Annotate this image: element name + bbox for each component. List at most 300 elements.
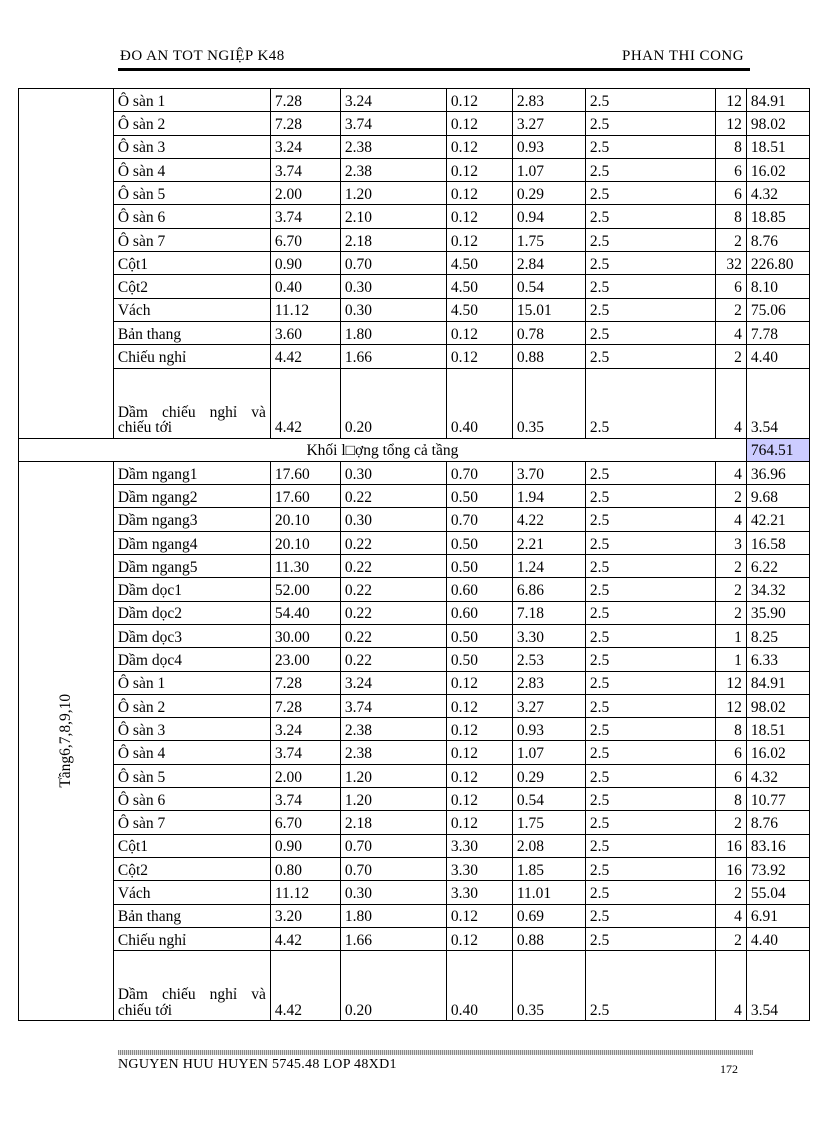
table-cell: 0.12 [446,321,512,344]
table-row [19,252,810,275]
table-cell: 2.38 [340,135,446,158]
table-cell: 3.30 [446,834,512,857]
table-cell: 2 [715,811,746,834]
table-cell: Vách [113,881,270,904]
table-cell: 6 [715,158,746,181]
table-cell: 3.30 [446,881,512,904]
table-cell: 2.5 [585,718,715,741]
table-cell: 6.70 [270,811,340,834]
header-rule [118,68,750,71]
table-cell: 55.04 [746,881,809,904]
table-cell: Ô sàn 2 [113,694,270,717]
table-cell: 3.24 [340,671,446,694]
table-cell: 0.22 [340,624,446,647]
table-row [19,555,810,578]
table-cell: 3 [715,531,746,554]
table-cell: Dầm ngang3 [113,508,270,531]
table-cell: Dầm ngang5 [113,555,270,578]
table-cell: 0.70 [340,252,446,275]
table-row [19,927,810,950]
table-cell: 7.28 [270,112,340,135]
table-cell: 0.29 [512,764,585,787]
table-cell: 0.22 [340,601,446,624]
table-cell: 2.38 [340,158,446,181]
table-cell: 8.76 [746,811,809,834]
table-cell: 2.5 [585,135,715,158]
table-cell: 0.88 [512,345,585,368]
table-cell: Ô sàn 3 [113,135,270,158]
table-cell: Chiếu nghỉ [113,345,270,368]
table-cell: 0.12 [446,112,512,135]
table-cell: Bản thang [113,904,270,927]
table-cell: 8 [715,205,746,228]
table-cell: 2.5 [585,811,715,834]
table-cell: 18.51 [746,718,809,741]
table-cell: 7.78 [746,321,809,344]
table-cell: 2.5 [585,531,715,554]
table-row [19,275,810,298]
table-row [19,135,810,158]
table-cell: 2.84 [512,252,585,275]
table-cell: 20.10 [270,508,340,531]
table-cell: 2.5 [585,508,715,531]
table-cell: 2.5 [585,555,715,578]
table-cell: 54.40 [270,601,340,624]
table-cell: 0.78 [512,321,585,344]
table-cell: 0.50 [446,485,512,508]
table-cell: 20.10 [270,531,340,554]
table-row [19,461,810,484]
table-cell: 9.68 [746,485,809,508]
table-cell: 2.18 [340,228,446,251]
table-cell: 12 [715,694,746,717]
table-cell: Vách [113,298,270,321]
table-row [19,298,810,321]
table-cell: 0.12 [446,694,512,717]
table-cell: Chiếu nghỉ [113,927,270,950]
table-cell: 17.60 [270,461,340,484]
table-cell: 4 [715,368,746,438]
table-cell: 4.50 [446,275,512,298]
table-cell: 1.75 [512,811,585,834]
table-cell: Ô sàn 5 [113,182,270,205]
table-row [19,89,810,112]
table-cell: Ô sàn 1 [113,671,270,694]
table-cell: 0.80 [270,857,340,880]
table-cell: 2.5 [585,461,715,484]
table-cell: 4.42 [270,927,340,950]
table-cell: 2.08 [512,834,585,857]
table-cell: 4.50 [446,298,512,321]
table-row [19,624,810,647]
table-cell: 2.38 [340,741,446,764]
table-cell: 2 [715,345,746,368]
table-cell: Cột1 [113,834,270,857]
table-cell: 6.70 [270,228,340,251]
table-cell: 2.5 [585,252,715,275]
table-cell: 0.35 [512,951,585,1021]
table-cell: 3.74 [270,741,340,764]
table-cell: 0.40 [446,368,512,438]
table-cell: 16.58 [746,531,809,554]
table-cell: 2.5 [585,158,715,181]
table-cell: 0.70 [446,508,512,531]
table-row [19,182,810,205]
table-cell: Ô sàn 2 [113,112,270,135]
table-cell: 3.60 [270,321,340,344]
table-cell: 6 [715,182,746,205]
table-cell: 0.88 [512,927,585,950]
table-cell: 0.70 [340,834,446,857]
table-row [19,158,810,181]
table-cell: 3.20 [270,904,340,927]
table-row [19,485,810,508]
table-cell: 0.12 [446,671,512,694]
table-cell: 1.85 [512,857,585,880]
table-cell: Cột1 [113,252,270,275]
table-cell: 8 [715,135,746,158]
table-cell: Dầm dọc4 [113,648,270,671]
table-cell: 0.40 [446,951,512,1021]
table-cell: 10.77 [746,788,809,811]
table-cell: 0.90 [270,834,340,857]
table-cell: Dầm chiếu nghỉ và chiếu tới [113,368,270,438]
table-cell: 226.80 [746,252,809,275]
table-cell: 3.30 [512,624,585,647]
table-cell: 0.12 [446,788,512,811]
table-cell: 1.20 [340,182,446,205]
table-cell: 0.22 [340,531,446,554]
table-cell: 0.93 [512,718,585,741]
table-cell: 0.30 [340,881,446,904]
table-cell: Dầm dọc2 [113,601,270,624]
table-cell: 15.01 [512,298,585,321]
table-cell: 2.18 [340,811,446,834]
table-cell: 2.5 [585,228,715,251]
table-cell: 3.27 [512,694,585,717]
table-cell: 34.32 [746,578,809,601]
table-cell: 30.00 [270,624,340,647]
table-row [19,718,810,741]
table-cell: 1.80 [340,904,446,927]
table-cell: Ô sàn 6 [113,205,270,228]
table-row [19,368,810,438]
table-row [19,741,810,764]
table-cell: 0.94 [512,205,585,228]
table-cell: 1.75 [512,228,585,251]
table-cell: 2.5 [585,321,715,344]
table-cell: 73.92 [746,857,809,880]
table-cell: 2.00 [270,182,340,205]
table-cell: 0.70 [446,461,512,484]
table-cell: 42.21 [746,508,809,531]
table-cell: 2.5 [585,205,715,228]
table-cell: 0.30 [340,298,446,321]
table-cell: 2.5 [585,788,715,811]
table-cell: 0.22 [340,648,446,671]
table-cell: 2.00 [270,764,340,787]
table-cell: 0.50 [446,531,512,554]
table-cell: Cột2 [113,275,270,298]
table-cell: Ô sàn 5 [113,764,270,787]
table-cell: 3.74 [270,158,340,181]
table-cell: 6 [715,741,746,764]
table-cell: 7.18 [512,601,585,624]
table-cell: 83.16 [746,834,809,857]
table-cell: 4 [715,461,746,484]
table-cell: 4.42 [270,345,340,368]
table-cell: 2 [715,485,746,508]
table-cell: 32 [715,252,746,275]
floor-group-label: Tầng6,7,8,9,10 [57,694,75,788]
table-cell: 2.53 [512,648,585,671]
table-cell: 0.12 [446,228,512,251]
table-row [19,205,810,228]
table-cell: 0.22 [340,485,446,508]
table-cell: Dầm dọc1 [113,578,270,601]
table-cell: 2.38 [340,718,446,741]
table-cell: Cột2 [113,857,270,880]
table-cell: 2.5 [585,671,715,694]
table-cell: 2 [715,228,746,251]
table-row [19,951,810,1021]
table-cell: 2.21 [512,531,585,554]
table-row [19,112,810,135]
table-cell: 1.07 [512,741,585,764]
table-row [19,834,810,857]
table-row [19,321,810,344]
table-cell: 0.12 [446,89,512,112]
table-cell: 2 [715,927,746,950]
table-cell: 4.42 [270,368,340,438]
table-cell: 2.5 [585,951,715,1021]
table-cell: 2 [715,578,746,601]
table-cell: 23.00 [270,648,340,671]
table-row [19,345,810,368]
table-cell: 3.74 [270,788,340,811]
table-cell: 12 [715,671,746,694]
table-cell: 2.5 [585,741,715,764]
table-cell: 8.25 [746,624,809,647]
table-row [19,904,810,927]
table-cell: 2.83 [512,671,585,694]
table-cell: 0.12 [446,718,512,741]
table-cell: 1 [715,648,746,671]
table-cell: 2 [715,601,746,624]
table-cell: 7.28 [270,694,340,717]
table-row [19,228,810,251]
table-cell: 0.12 [446,741,512,764]
table-cell: 2.5 [585,694,715,717]
table-cell: Dầm ngang2 [113,485,270,508]
table-cell: 1.20 [340,764,446,787]
table-cell: Ô sàn 7 [113,228,270,251]
table-cell: 0.12 [446,764,512,787]
group-label-cell [19,461,114,1020]
table-cell: 1.80 [340,321,446,344]
table-cell: 2.5 [585,764,715,787]
table-row [19,811,810,834]
table-cell: 1 [715,624,746,647]
table-cell: 11.12 [270,298,340,321]
table-cell: 2.5 [585,578,715,601]
table-cell: Dầm ngang4 [113,531,270,554]
table-cell: Bản thang [113,321,270,344]
table-cell: 0.54 [512,788,585,811]
table-cell: 8 [715,788,746,811]
table-cell: 2 [715,298,746,321]
table-cell: 2.5 [585,485,715,508]
table-row [19,578,810,601]
summary-total: 764.51 [746,438,809,461]
table-row [19,764,810,787]
summary-row [19,438,810,461]
table-cell: 2.5 [585,648,715,671]
table-cell: 4.40 [746,927,809,950]
table-cell: 0.30 [340,275,446,298]
table-cell: 52.00 [270,578,340,601]
table-cell: 1.20 [340,788,446,811]
table-cell: 2.5 [585,298,715,321]
table-cell: 4.42 [270,951,340,1021]
table-cell: 8 [715,718,746,741]
table-row [19,671,810,694]
table-cell: 3.27 [512,112,585,135]
table-cell: 4 [715,904,746,927]
table-cell: 4 [715,321,746,344]
table-row [19,508,810,531]
table-cell: 12 [715,89,746,112]
table-cell: 98.02 [746,112,809,135]
table-cell: 2.5 [585,601,715,624]
table-cell: 0.29 [512,182,585,205]
table-cell: 0.12 [446,135,512,158]
quantity-table [18,88,810,1021]
table-cell: 16.02 [746,158,809,181]
table-cell: 3.74 [340,694,446,717]
table-cell: 4 [715,508,746,531]
table-cell: 4.32 [746,182,809,205]
table-cell: 2.5 [585,182,715,205]
table-cell: 7.28 [270,671,340,694]
table-cell: 8.10 [746,275,809,298]
table-cell: 2.5 [585,881,715,904]
table-row [19,881,810,904]
table-cell: 2.5 [585,89,715,112]
table-cell: 3.74 [270,205,340,228]
table-cell: 4.50 [446,252,512,275]
table-cell: 17.60 [270,485,340,508]
table-row [19,648,810,671]
table-cell: 2.83 [512,89,585,112]
table-row [19,601,810,624]
table-cell: 4.40 [746,345,809,368]
footer-rule [118,1050,753,1055]
table-cell: 0.70 [340,857,446,880]
table-cell: Ô sàn 4 [113,158,270,181]
page-number: 172 [720,1062,738,1076]
table-cell: 0.35 [512,368,585,438]
table-cell: 0.12 [446,811,512,834]
table-cell: 0.90 [270,252,340,275]
table-cell: 1.24 [512,555,585,578]
table-cell: 2.5 [585,112,715,135]
table-cell: 3.54 [746,368,809,438]
header-left: ĐO AN TOT NGIỆP K48 [120,48,285,64]
table-cell: 84.91 [746,89,809,112]
table-cell: 16.02 [746,741,809,764]
table-cell: Dầm chiếu nghỉ và chiếu tới [113,951,270,1021]
table-cell: 4 [715,951,746,1021]
table-cell: 6.91 [746,904,809,927]
table-cell: 2.5 [585,927,715,950]
table-cell: Dầm dọc3 [113,624,270,647]
table-cell: 0.20 [340,368,446,438]
table-cell: 1.66 [340,927,446,950]
table-cell: 0.12 [446,158,512,181]
table-cell: 3.30 [446,857,512,880]
table-cell: 2.5 [585,857,715,880]
table-cell: 1.07 [512,158,585,181]
table-cell: 2 [715,555,746,578]
table-cell: 6.33 [746,648,809,671]
table-cell: 2.10 [340,205,446,228]
table-cell: 0.12 [446,927,512,950]
table-cell: 0.22 [340,555,446,578]
table-body [19,89,810,1021]
table-cell: 2.5 [585,345,715,368]
table-cell: 3.74 [340,112,446,135]
table-cell: 3.70 [512,461,585,484]
table-cell: 3.24 [270,718,340,741]
table-cell: 84.91 [746,671,809,694]
table-cell: 0.30 [340,461,446,484]
table-cell: 0.12 [446,904,512,927]
table-cell: 11.12 [270,881,340,904]
table-cell: 36.96 [746,461,809,484]
table-cell: 4.32 [746,764,809,787]
table-cell: Dầm ngang1 [113,461,270,484]
header-right: PHAN THI CONG [622,48,745,64]
table-cell: 0.12 [446,205,512,228]
table-cell: 0.40 [270,275,340,298]
table-cell: Ô sàn 7 [113,811,270,834]
table-cell: 3.24 [270,135,340,158]
table-cell: 0.50 [446,555,512,578]
table-cell: 0.20 [340,951,446,1021]
table-cell: 0.50 [446,648,512,671]
table-cell: 2.5 [585,368,715,438]
table-cell: 2.5 [585,904,715,927]
table-cell: 0.12 [446,182,512,205]
table-cell: 2.5 [585,624,715,647]
table-cell: 8.76 [746,228,809,251]
table-cell: 1.94 [512,485,585,508]
table-row [19,788,810,811]
table-cell: 0.60 [446,601,512,624]
table-cell: 3.54 [746,951,809,1021]
table-cell: 6.86 [512,578,585,601]
table-row [19,531,810,554]
table-cell: 11.01 [512,881,585,904]
table-cell: 16 [715,857,746,880]
table-cell: 98.02 [746,694,809,717]
table-cell: 12 [715,112,746,135]
table-cell: 18.85 [746,205,809,228]
table-cell: 0.50 [446,624,512,647]
table-row [19,694,810,717]
table-cell: 0.54 [512,275,585,298]
